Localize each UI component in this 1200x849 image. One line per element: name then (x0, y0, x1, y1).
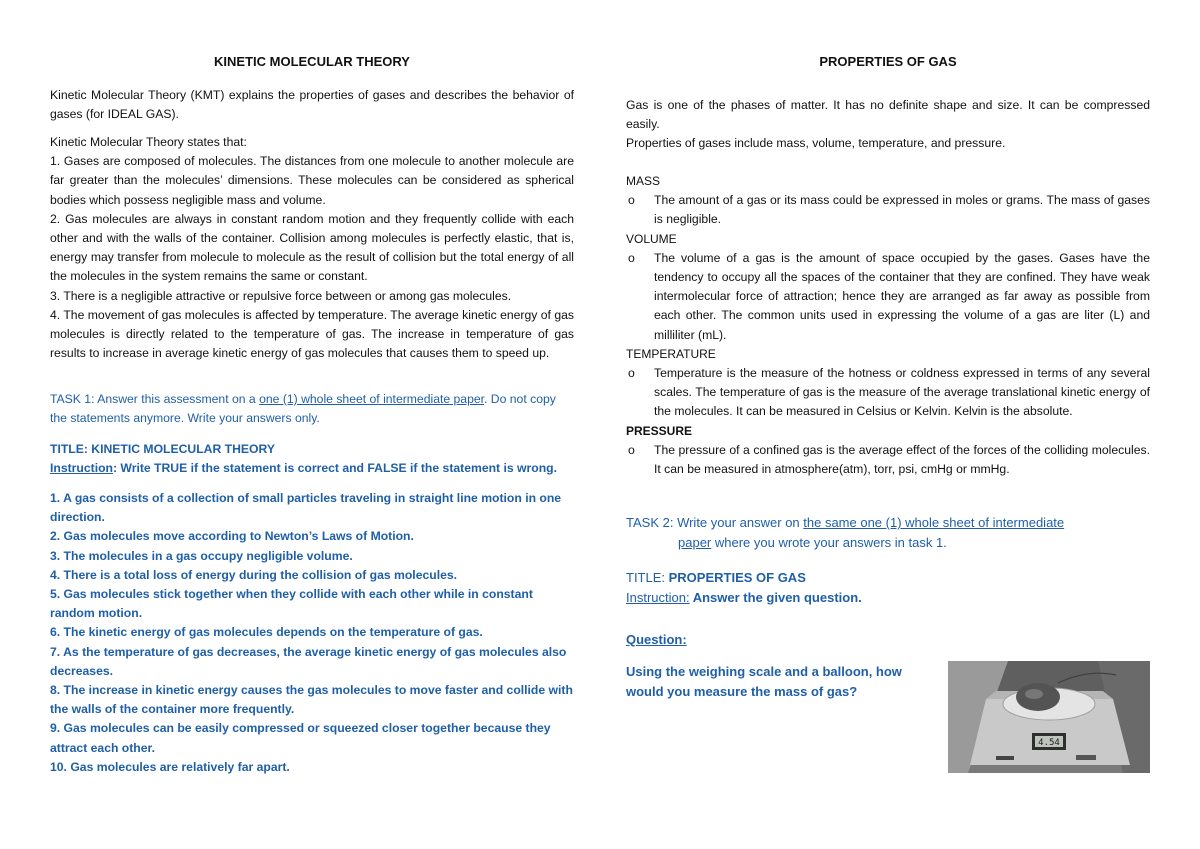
bullet-marker: o (628, 250, 635, 265)
task2-paper-link-cont[interactable]: paper (678, 535, 712, 550)
question-text: Using the weighing scale and a balloon, how would you measure the mass of gas? (626, 664, 902, 699)
property-volume (626, 249, 1150, 345)
weighing-scale-photo (948, 661, 1150, 773)
postulate-1: 1. Gases are composed of molecules. The distances from one molecule to another molecule are far greater than the molecules’ dimensions. These molecules can be considered as spherical bodies which possess negligible mass and volume. (50, 154, 574, 207)
bullet-marker: o (628, 366, 635, 381)
postulates-heading: Kinetic Molecular Theory states that: (50, 135, 247, 149)
property-heading-temperature: TEMPERATURE (626, 346, 716, 361)
scale-display-reading: 4.54 (1038, 738, 1060, 748)
question-label: Question: (626, 632, 687, 647)
property-temperature-text: Temperature is the measure of the hotness or coldness expressed in terms of any several scales. The temperature of gas is the measure of the average translational kinetic energy of the molecules. It can be measured in Celsius or Kelvin. Kelvin is the absolute. (654, 366, 1150, 419)
gas-properties-title: PROPERTIES OF GAS (819, 54, 957, 69)
bullet-marker: o (628, 193, 635, 208)
quiz-item: 7. As the temperature of gas decreases, the average kinetic energy of gas molecules also decreases. (50, 644, 567, 678)
property-mass-text: The amount of a gas or its mass could be expressed in moles or grams. The mass of gases is negligible. (654, 193, 1150, 227)
kmt-intro-text: Kinetic Molecular Theory (KMT) explains the properties of gases and describes the behavior of gases (for IDEAL GAS). (50, 88, 574, 122)
kmt-quiz-items (50, 489, 574, 777)
task1 (50, 390, 574, 428)
quiz-item: 2. Gas molecules move according to Newton’s Laws of Motion. (50, 529, 414, 544)
weighing-scale-illustration (948, 661, 1150, 773)
property-heading-pressure: PRESSURE (626, 423, 693, 438)
property-volume-text: The volume of a gas is the amount of space occupied by the gases. Gases have the tendency to occupy all the spaces of the container that they are confined. They have weak intermolecular force of attraction; hence they are arranged as far away as possible from each other. The common units used in expressing the volume of a gas are liter (L) and milliliter (mL). (654, 250, 1150, 342)
gas-quiz-title-text: PROPERTIES OF GAS (668, 570, 806, 585)
bullet-marker: o (628, 442, 635, 457)
quiz-item: 5. Gas molecules stick together when they collide with each other while in constant random motion. (50, 587, 533, 621)
instruction-label: Instruction (50, 461, 113, 476)
property-heading-volume: VOLUME (626, 231, 677, 246)
quiz-item: 3. The molecules in a gas occupy negligible volume. (50, 548, 353, 563)
task2-line1 (626, 513, 1150, 533)
gas-quiz (626, 568, 1150, 608)
kmt-intro (50, 86, 574, 124)
gas-intro-1: Gas is one of the phases of matter. It has no definite shape and size. It can be compressed easily. (626, 98, 1150, 132)
question-text-block (626, 662, 926, 701)
postulate-2: 2. Gas molecules are always in constant random motion and they frequently collide with each other and with the walls of the container. Collision among molecules is perfectly elastic, that is, energy may transfer from molecule to molecule as the result of collision but the total energy of all the molecules in the system remains the same or constant. (50, 211, 574, 284)
kmt-quiz-title: TITLE: KINETIC MOLECULAR THEORY (50, 442, 276, 456)
quiz-item: 8. The increase in kinetic energy causes the gas molecules to move faster and collide with the walls of the container more frequently. (50, 683, 573, 717)
task2-paper-link[interactable]: the same one (1) whole sheet of intermediate (803, 515, 1065, 530)
property-mass (626, 191, 1150, 229)
property-temperature (626, 364, 1150, 422)
quiz-item: 1. A gas consists of a collection of small particles traveling in straight line motion in one direction. (50, 491, 562, 525)
quiz-item: 6. The kinetic energy of gas molecules depends on the temperature of gas. (50, 625, 483, 640)
task2-prefix: TASK 2: (626, 515, 678, 530)
gas-properties-list (626, 172, 1150, 479)
property-pressure (626, 441, 1150, 479)
quiz-item: 10. Gas molecules are relatively far apart. (50, 759, 290, 774)
gas-intro (626, 96, 1150, 154)
task2-suffix: where you wrote your answers in task 1. (711, 535, 947, 550)
gas-quiz-title-prefix: TITLE: (626, 570, 669, 585)
instruction-text: : Write TRUE if the statement is correct and FALSE if the statement is wrong. (112, 461, 557, 476)
task2-line2 (626, 533, 1150, 553)
gas-quiz-title (626, 568, 1150, 588)
kmt-title: KINETIC MOLECULAR THEORY (214, 54, 410, 69)
property-pressure-text: The pressure of a confined gas is the average effect of the forces of the colliding molecules. It can be measured in atmosphere(atm), torr, psi, cmHg or mmHg. (654, 442, 1150, 477)
task2-text: Write your answer on (677, 515, 804, 530)
property-heading-mass: MASS (626, 174, 661, 188)
kmt-quiz-instruction (50, 459, 574, 478)
kmt-quiz (50, 440, 574, 478)
task2 (626, 513, 1150, 553)
task1-text (50, 390, 574, 428)
gas-instruction-label: Instruction: (626, 590, 690, 605)
gas-quiz-instruction (626, 588, 1150, 608)
postulate-3: 3. There is a negligible attractive or repulsive force between or among gas molecules. (50, 288, 512, 303)
task1-paper-link[interactable]: one (1) whole sheet of intermediate paper (259, 392, 485, 406)
task1-suffix: . Do not copy the statements anymore. Write your answers only. (50, 392, 556, 426)
postulate-4: 4. The movement of gas molecules is affected by temperature. The average kinetic energy of gas molecules is directly related to the temperature of gas. The increase in temperature of gas results to increase in average kinetic energy of gas molecules that causes them to speed up. (50, 307, 574, 361)
question-block (626, 630, 1150, 650)
task1-prefix: TASK 1: Answer this assessment on a (50, 392, 260, 406)
quiz-item: 4. There is a total loss of energy during the collision of gas molecules. (50, 567, 458, 582)
kmt-postulates (50, 133, 574, 363)
gas-intro-2: Properties of gases include mass, volume, temperature, and pressure. (626, 136, 1006, 151)
quiz-item: 9. Gas molecules can be easily compressed or squeezed closer together because they attract each other. (50, 721, 551, 755)
gas-instruction-text: Answer the given question. (689, 590, 862, 605)
